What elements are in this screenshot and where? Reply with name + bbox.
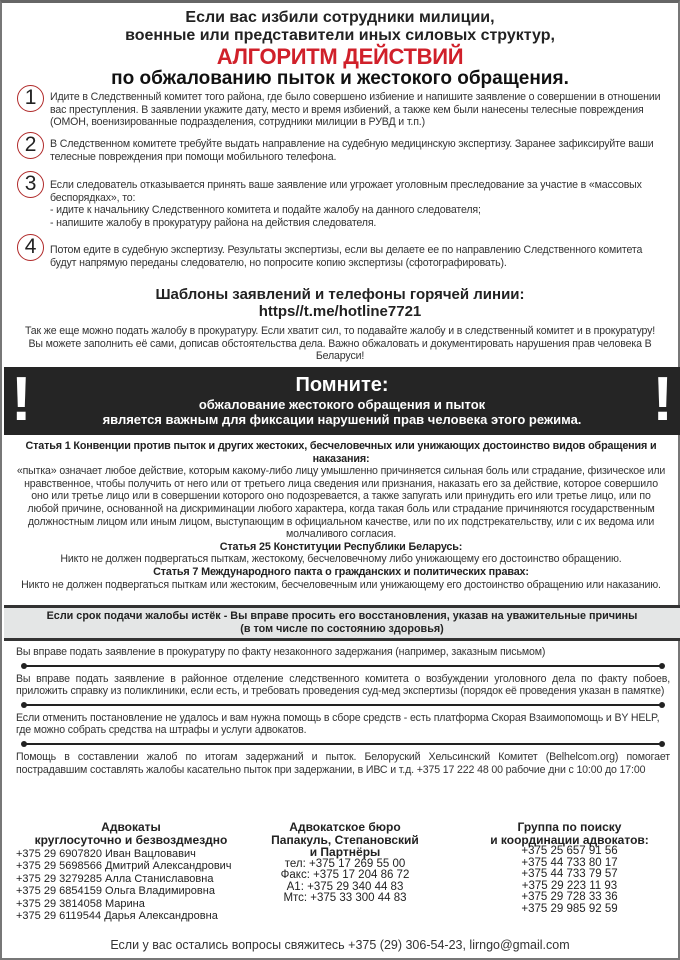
- contact-line: тел: +375 17 269 55 00: [284, 857, 406, 870]
- contact-line: +375 29 5698566 Дмитрий Александрович: [16, 860, 232, 873]
- rights-list: [16, 646, 670, 776]
- deadline-line-1: Если срок подачи жалобы истёк - Вы вправе просить его восстановления, указав на уважительные причины: [46, 610, 638, 622]
- lawyers-column: [16, 821, 246, 922]
- templates-heading: Шаблоны заявлений и телефоны горячей линии:: [155, 286, 525, 303]
- contact-line: Мтс: +375 33 300 44 83: [283, 892, 407, 904]
- contact-line: А1: +375 29 340 44 83: [286, 880, 404, 893]
- remember-line-2: является важным для фиксации нарушений прав человека этого режима.: [102, 412, 582, 427]
- bureau-title: и Партнёры: [309, 845, 381, 859]
- divider: [24, 704, 662, 706]
- templates-section: [22, 286, 658, 363]
- contact-line: +375 25 657 91 56: [521, 845, 618, 857]
- contact-line: +375 29 6907820 Иван Вацловавич: [16, 848, 196, 860]
- main-title: АЛГОРИТМ ДЕЙСТВИЙ: [216, 44, 464, 69]
- step-text: Идите в Следственный комитет того района, где было совершено избиение и напишите заявление о совершении в отношении вас преступления. В заявлении укажите дату, место и время избиений, а также кем были нанесены телесные повреждения (ОМОН, военизированные подразделения, сотрудники милиции в РУВД и т.п.): [50, 91, 661, 129]
- rights-item: Если отменить постановление не удалось и вам нужна помощь в сборе средств - есть платформа Скорая Взаимопомощь и BY HELP, где можно собрать средства на штрафы и услуги адвокатов.: [16, 711, 660, 737]
- step-text: Если следователь отказывается принять ваше заявление или угрожает уголовным преследование за участие в «массовых беспорядках», то:: [50, 179, 642, 204]
- articles: [16, 440, 666, 591]
- article-title: Статья 7 Международного пакта о гражданских и политических правах:: [153, 565, 529, 578]
- exclamation-icon: !: [652, 365, 673, 434]
- subtitle: по обжалованию пыток и жестокого обращения.: [111, 68, 569, 89]
- footer-contact: Если у вас остались вопросы свяжитесь +375 (29) 306-54-23, lirngo@gmail.com: [110, 938, 570, 952]
- rights-item: Вы вправе подать заявление в районное отделение следственного комитета о возбуждении уголовного дела по факту побоев, приложить справку из поликлиники, если есть, и требовать проведения суд-мед экспертизы (порядок её проведения указан в памятке): [16, 672, 670, 698]
- lawyers-title: Адвокаты: [101, 820, 161, 834]
- templates-text: Так же еще можно подать жалобу в прокуратуру. Если хватит сил, то подавайте жалобу и в следственный комитет и в прокуратуру! Вы можете заполнить её сами, дописав обстоятельства дела. Важно обжаловать и документировать нарушения прав человека В Беларуси!: [24, 325, 656, 363]
- deadline-line-2: (в том числе по состоянию здоровья): [240, 623, 444, 635]
- step-1: [20, 86, 670, 138]
- contact-line: +375 44 733 79 57: [521, 868, 618, 880]
- step-number-4-icon: 4: [17, 234, 44, 261]
- article-title: Статья 25 Конституции Республики Беларусь:: [219, 540, 463, 553]
- contact-line: +375 29 223 11 93: [521, 879, 618, 892]
- step-3: [20, 174, 670, 236]
- divider: [24, 743, 662, 745]
- group-column: [477, 821, 662, 915]
- rights-item: Помощь в составлении жалоб по итогам задержаний и пыток. Белоруский Хельсинский Комитет (Belhelcom.org) помогает пострадавшим составлять жалобы касательно пыток при задержании, в ИВС и т.д. +375 17 222 48 00 рабочие дни с 10:00 до 17:00: [16, 750, 670, 776]
- bureau-column: [260, 821, 430, 905]
- contact-line: +375 29 3814058 Марина: [16, 897, 145, 910]
- steps-list: [20, 86, 670, 269]
- bureau-title: Адвокатское бюро: [289, 820, 401, 834]
- step-number-3-icon: 3: [17, 171, 44, 198]
- article-text: «пытка» означает любое действие, которым какому-либо лицу умышленно причиняется сильная боль или страдание, физическое или нравственное, чтобы получить от него или от третьего лица сведения или признания, наказать его за действие, которое совершило оно или третье лицо или в совершении которого оно подозревается, а также запугать или принудить его или третье лицо, или по любой причине, основанной на дискриминации любого характера, когда такая боль или страдание причиняются государственным должностным лицом или иным лицом, выступающим в официальном качестве, или по их подстрекательству, или с их ведома или молчаливого согласия.: [16, 465, 666, 541]
- contact-line: +375 29 6119544 Дарья Александровна: [16, 910, 218, 923]
- header-line-2: военные или представители иных силовых структур,: [125, 27, 555, 44]
- step-text: В Следственном комитете требуйте выдать направление на судебную медицинскую экспертизу. Заранее зафиксируйте ваши телесные повреждения при помощи мобильного телефона.: [50, 138, 654, 163]
- bureau-title: Папакуль, Степановский: [271, 832, 419, 847]
- exclamation-icon: !: [11, 365, 32, 434]
- step-bullet: - идите к начальнику Следственного комитета и подайте жалобу на данного следователя;: [50, 204, 481, 217]
- step-text: Потом едите в судебную экспертизу. Результаты экспертизы, если вы делаете ее по направлению Следственного комитета будут напрямую переданы следователю, но попросите копию экспертизы (сфотографировать).: [50, 244, 643, 269]
- article-text: Никто не должен подвергаться пыткам или жестоким, бесчеловечным или унижающему его достоинство обращению или наказанию.: [21, 578, 661, 591]
- step-2: [20, 133, 670, 174]
- contact-line: Факс: +375 17 204 86 72: [280, 869, 410, 881]
- header-line-1: Если вас избили сотрудники милиции,: [185, 9, 495, 26]
- remember-title: Помните:: [295, 374, 389, 396]
- header: [2, 9, 678, 89]
- step-number-2-icon: 2: [17, 132, 44, 159]
- remember-banner: [4, 367, 680, 435]
- step-4: [20, 236, 670, 269]
- lawyers-subtitle: круглосуточно и безвоздмездно: [34, 832, 228, 847]
- group-title: Группа по поиску: [517, 820, 622, 834]
- rights-item: Вы вправе подать заявление в прокуратуру по факту незаконного задержания (например, заказным письмом): [16, 646, 546, 658]
- deadline-notice: [4, 605, 680, 641]
- article-text: Никто не должен подвергаться пыткам, жестокому, бесчеловечному либо унижающему его достоинство обращению.: [60, 553, 622, 566]
- contact-line: +375 29 728 33 36: [521, 891, 618, 903]
- group-title: и координации адвокатов:: [490, 832, 649, 847]
- step-bullet: - напишите жалобу в прокуратуру района на действия следователя.: [50, 216, 377, 229]
- contact-line: +375 44 733 80 17: [521, 856, 618, 869]
- article-title: Статья 1 Конвенции против пыток и других жестоких, бесчеловечных или унижающих достоинство видов обращения и наказания:: [25, 440, 657, 465]
- contact-line: +375 29 985 92 59: [521, 902, 618, 915]
- divider: [24, 665, 662, 667]
- contact-line: +375 29 6854159 Ольга Владимировна: [16, 885, 215, 898]
- hotline-link[interactable]: https//t.me/hotline7721: [258, 303, 422, 320]
- step-number-1-icon: 1: [17, 85, 44, 112]
- contact-line: +375 29 3279285 Алла Станиславовна: [16, 872, 214, 885]
- remember-line-1: обжалование жестокого обращения и пыток: [198, 397, 486, 412]
